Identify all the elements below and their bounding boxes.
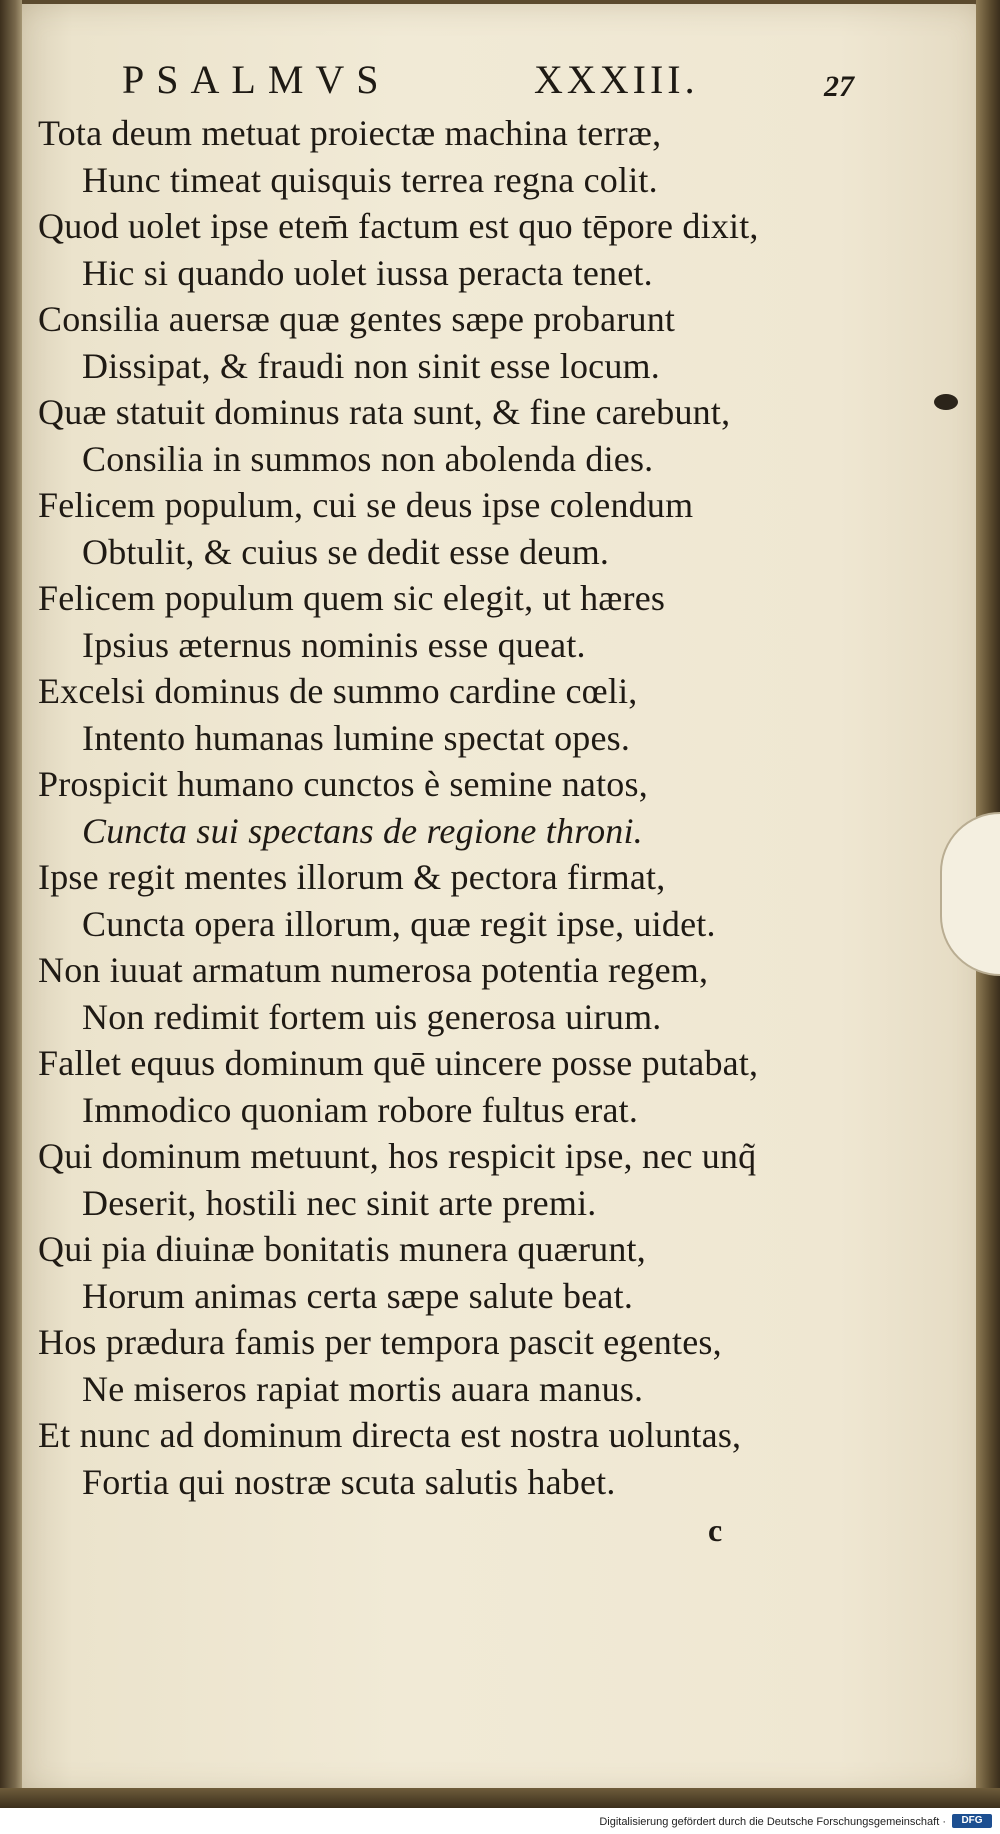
poem-line: Hos prædura famis per tempora pascit egentes,: [38, 1322, 722, 1362]
dfg-logo: DFG: [952, 1814, 992, 1828]
poem-line: Obtulit, & cuius se dedit esse deum.: [82, 531, 610, 572]
page-header: [14, 52, 984, 112]
poem-line: Hic si quando uolet iussa peracta tenet.: [82, 252, 653, 293]
poem-line: Consilia auersæ quæ gentes sæpe probarunt: [38, 299, 676, 339]
poem-line: Quæ statuit dominus rata sunt, & fine carebunt,: [38, 392, 731, 432]
poem-line: Prospicit humano cunctos è semine natos,: [38, 764, 648, 804]
catchword: c: [708, 1512, 723, 1548]
poem-line: Qui dominum metuunt, hos respicit ipse, nec unq̃: [38, 1136, 757, 1176]
poem-line: Non redimit fortem uis generosa uirum.: [82, 996, 662, 1037]
poem-line: Cuncta opera illorum, quæ regit ipse, uidet.: [82, 903, 716, 944]
funding-credit: Digitalisierung gefördert durch die Deutsche Forschungsgemeinschaft ·: [599, 1816, 946, 1828]
poem-line: Et nunc ad dominum directa est nostra uoluntas,: [38, 1415, 742, 1455]
poem-line: Ne miseros rapiat mortis auara manus.: [82, 1368, 644, 1409]
poem-line: Hunc timeat quisquis terrea regna colit.: [82, 159, 658, 200]
footer-bar: [0, 1808, 1000, 1834]
poem-line: Felicem populum, cui se deus ipse colendum: [38, 485, 694, 525]
poem-line: Quod uolet ipse etem̄ factum est quo tēpore dixit,: [38, 206, 759, 246]
ink-blot: [934, 394, 958, 410]
poem-line: Dissipat, & fraudi non sinit esse locum.: [82, 345, 660, 386]
poem-line: Qui pia diuinæ bonitatis munera quærunt,: [38, 1229, 646, 1269]
book-binding: [0, 0, 22, 1834]
poem-line: Immodico quoniam robore fultus erat.: [82, 1089, 639, 1130]
poem-line: Ipsius æternus nominis esse queat.: [82, 624, 586, 665]
poem-line: Intento humanas lumine spectat opes.: [82, 717, 631, 758]
poem-line: Tota deum metuat proiectæ machina terræ,: [38, 113, 662, 153]
poem-line: Fortia qui nostræ scuta salutis habet.: [82, 1461, 616, 1502]
bottom-edge: [0, 1788, 1000, 1808]
psalm-number: XXXIII.: [534, 57, 699, 102]
poem-line: Non iuuat armatum numerosa potentia regem,: [38, 950, 709, 990]
poem-line: Fallet equus dominum quē uincere posse putabat,: [38, 1043, 759, 1083]
book-page: [14, 4, 984, 1794]
poem-line: Deserit, hostili nec sinit arte premi.: [82, 1182, 597, 1223]
poem-line: Consilia in summos non abolenda dies.: [82, 438, 654, 479]
page-number: 27: [824, 70, 854, 103]
running-title: PSALMVS: [122, 57, 391, 102]
poem-line: Excelsi dominus de summo cardine cœli,: [38, 671, 638, 711]
poem-line: Horum animas certa sæpe salute beat.: [82, 1275, 634, 1316]
poem-line: Ipse regit mentes illorum & pectora firmat,: [38, 857, 666, 897]
poem-line: Cuncta sui spectans de regione throni.: [82, 810, 643, 851]
poem-line: Felicem populum quem sic elegit, ut hæres: [38, 578, 666, 618]
